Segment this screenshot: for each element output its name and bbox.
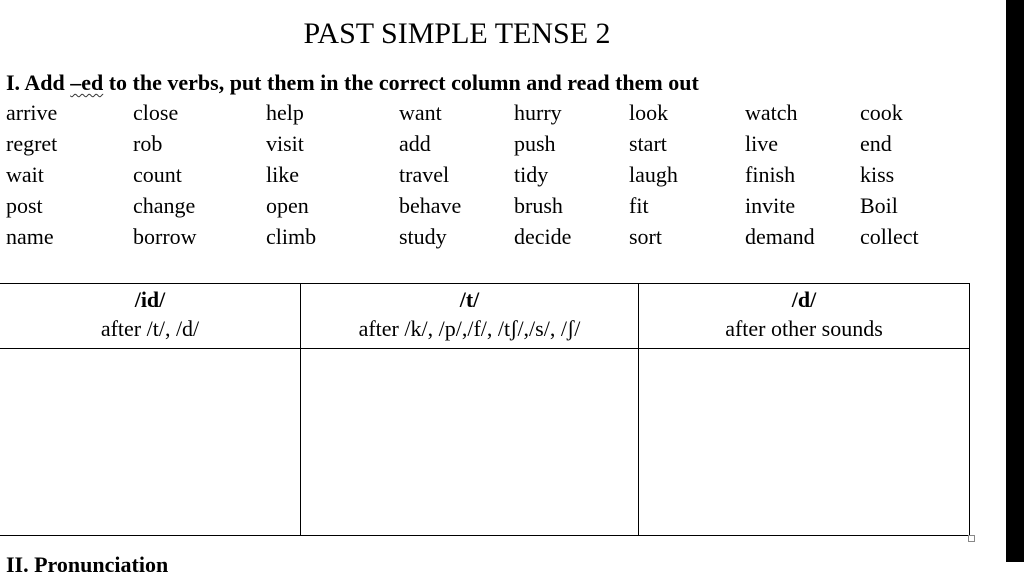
verb-word: travel [399,162,450,187]
column-header-id [0,284,301,349]
verb-word: laugh [629,162,678,187]
verb-word: rob [133,131,163,156]
verb-word: cook [860,100,903,125]
verb-word: study [399,224,447,249]
sound-table [0,283,970,536]
verb-word: change [133,193,196,218]
verb-word: want [399,100,442,125]
column-subtitle: after other sounds [725,316,883,341]
page-title: PAST SIMPLE TENSE 2 [303,17,611,50]
verb-word: arrive [6,100,58,125]
column-subtitle: after /t/, /d/ [100,316,200,341]
verb-word: like [266,162,299,187]
sound-table-answer-row [0,349,970,536]
verb-word: push [514,131,556,156]
verb-word: look [629,100,669,125]
verb-word: help [266,100,304,125]
verb-word: invite [745,193,796,218]
verb-word: wait [6,162,44,187]
verb-word: fit [629,193,649,218]
verb-word: name [6,224,54,249]
instruction-marked-word: –ed [70,70,104,95]
verb-word: visit [266,131,304,156]
verb-word: decide [514,224,572,249]
verb-word: climb [266,224,317,249]
column-title: /d/ [791,287,817,312]
table-resize-handle[interactable] [968,535,975,542]
verb-word: kiss [860,162,895,187]
verb-word: watch [745,100,798,125]
verb-word: behave [399,193,462,218]
verb-word: Boil [860,193,898,218]
exercise-instruction [6,68,699,98]
column-header-t [301,284,639,349]
verb-word: close [133,100,179,125]
window-edge [1006,0,1024,562]
instruction-suffix: to the verbs, put them in the correct column and read them out [103,70,699,95]
verb-word: collect [860,224,919,249]
column-title: /t/ [459,287,480,312]
verb-word: sort [629,224,662,249]
verb-word: end [860,131,892,156]
column-title: /id/ [134,287,166,312]
verb-word: open [266,193,309,218]
answer-cell-d[interactable] [639,349,970,536]
verb-grid [6,97,970,252]
verb-word: regret [6,131,58,156]
verb-word: tidy [514,162,549,187]
sound-table-header-row [0,284,970,349]
instruction-prefix: I. Add [6,70,71,95]
column-subtitle: after /k/, /p/,/f/, /tʃ/,/s/, /ʃ/ [358,316,581,341]
verb-word: hurry [514,100,562,125]
column-header-d [639,284,970,349]
verb-word: brush [514,193,563,218]
verb-word: live [745,131,778,156]
verb-word: post [6,193,43,218]
answer-cell-id[interactable] [0,349,301,536]
verb-word: borrow [133,224,197,249]
verb-word: start [629,131,667,156]
verb-word: finish [745,162,796,187]
answer-cell-t[interactable] [301,349,639,536]
verb-word: count [133,162,182,187]
next-section-heading: II. Pronunciation [6,552,169,577]
verb-word: demand [745,224,815,249]
verb-word: add [399,131,431,156]
